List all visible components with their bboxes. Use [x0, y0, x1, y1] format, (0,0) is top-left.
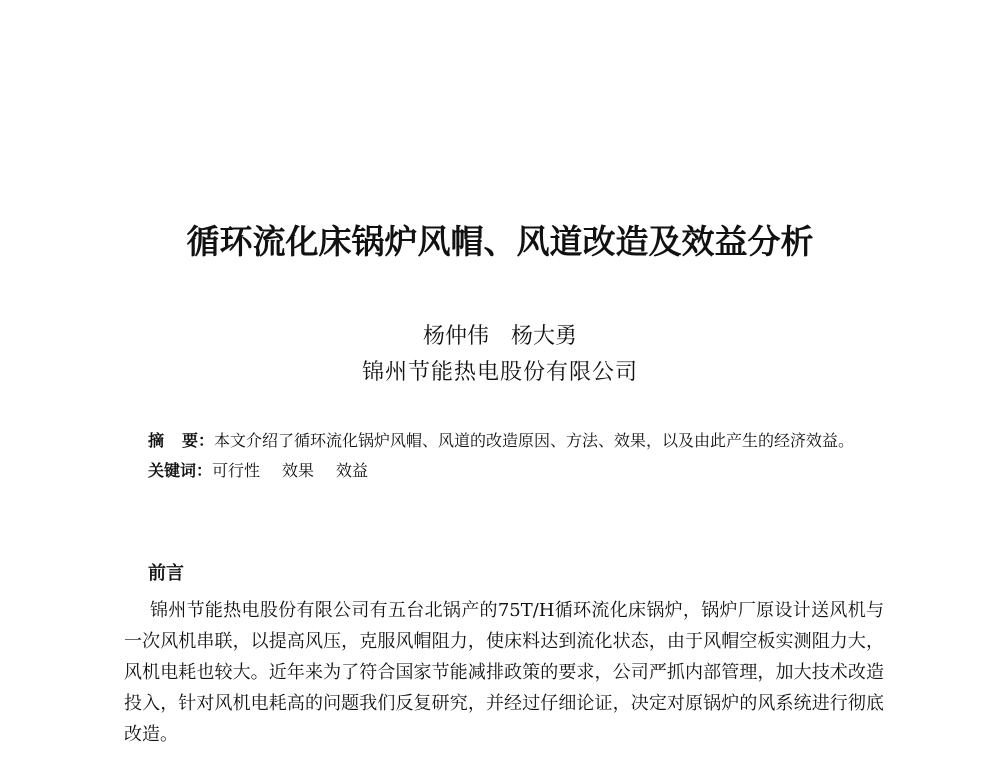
abstract-label-char: 摘 — [148, 431, 165, 450]
author-list — [0, 323, 1000, 351]
keywords-label: 关键词： — [148, 461, 213, 480]
keyword: 效益 — [336, 461, 369, 480]
abstract-text: 本文介绍了循环流化锅炉风帽、风道的改造原因、方法、效果，以及由此产生的经济效益。 — [214, 431, 855, 450]
keyword: 效果 — [282, 461, 315, 480]
author-name: 杨大勇 — [511, 324, 578, 349]
abstract-label-char: 要 — [182, 431, 199, 450]
paper-title: 循环流化床锅炉风帽、风道改造及效益分析 — [186, 222, 814, 261]
author-affiliation: 锦州节能热电股份有限公司 — [361, 360, 638, 385]
keyword: 可行性 — [212, 461, 261, 480]
abstract — [148, 430, 908, 452]
abstract-label-separator: ： — [198, 431, 215, 450]
author-name: 杨仲伟 — [422, 324, 489, 349]
section-heading: 前言 — [148, 563, 184, 584]
body-paragraph: 锦州节能热电股份有限公司有五台北锅产的75T/H循环流化床锅炉，锅炉厂原设计送风机与一次风机串联，以提高风压，克服风帽阻力，使床料达到流化状态，由于风帽空板实测阻力大，风机电耗也较大。近年来为了符合国家节能减排政策的要求，公司严抓内部管理，加大技术改造投入，针对风机电耗高的问题我们反复研究，并经过仔细论证，决定对原锅炉的风系统进行彻底改造。 — [124, 600, 884, 745]
abstract-label — [148, 431, 214, 450]
keywords — [148, 460, 908, 482]
